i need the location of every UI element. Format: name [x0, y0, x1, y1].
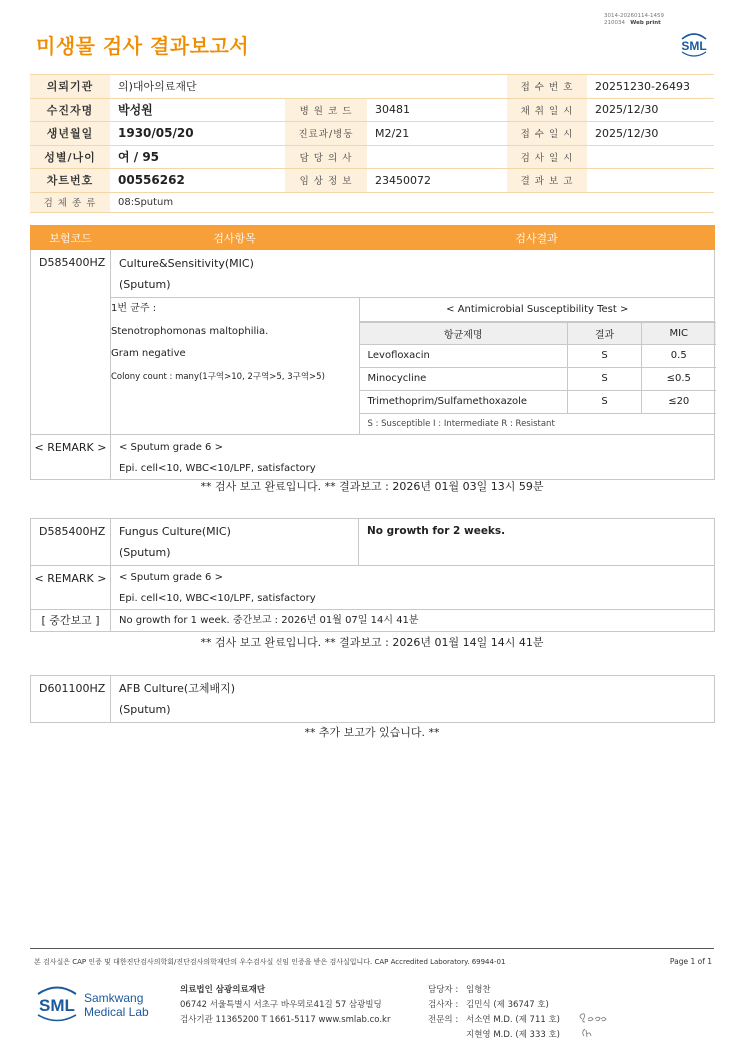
- hospital-code-value: 30481: [367, 98, 507, 122]
- requester-label: 의뢰기관: [30, 75, 110, 99]
- patient-info-table: [30, 74, 714, 213]
- culture-complete-note: ** 검사 보고 완료입니다. ** 결과보고 : 2026년 01월 03일 13시 59분: [200, 480, 544, 493]
- interim-label: [ 중간보고 ]: [31, 610, 111, 632]
- document-id: [604, 13, 664, 26]
- ast-header-mic: MIC: [642, 322, 716, 344]
- chart-label: 차트번호: [30, 169, 110, 193]
- organism-block: [111, 298, 715, 434]
- tester-label: 검사자 :: [428, 1000, 459, 1010]
- org-address: 06742 서울특별시 서초구 바우뫼로41길 57 삼광빌딩: [180, 1000, 382, 1010]
- web-print-label: Web print: [630, 19, 661, 26]
- collect-date-label: 채 취 일 시: [507, 98, 587, 122]
- clinical-label: 임 상 정 보: [285, 169, 367, 193]
- header-test-item: 검사항목: [111, 226, 359, 250]
- culture-result-table: [30, 225, 715, 480]
- doctor-label: 담 당 의 사: [285, 145, 367, 169]
- test-date-label: 검 사 일 시: [507, 145, 587, 169]
- afb-pending-note: ** 추가 보고가 있습니다. **: [304, 726, 440, 739]
- ast-result: S: [568, 344, 642, 367]
- header-insurance-code: 보험코드: [31, 226, 111, 250]
- page-title: 미생물 검사 결과보고서: [36, 34, 250, 58]
- fungus-result: No growth for 2 weeks.: [367, 525, 506, 537]
- ast-title: < Antimicrobial Susceptibility Test >: [359, 298, 715, 321]
- culture-specimen: (Sputum): [119, 278, 171, 291]
- ast-header-drug: 항균제명: [360, 322, 568, 344]
- birth-value: 1930/05/20: [110, 122, 285, 146]
- ast-result: S: [568, 390, 642, 413]
- ast-mic: 0.5: [642, 344, 716, 367]
- header-test-result: 검사결과: [359, 226, 715, 250]
- manager-name: 임형찬: [466, 985, 491, 995]
- receipt-date-label: 접 수 일 시: [507, 122, 587, 146]
- footer-logo-line1: Samkwang: [84, 991, 144, 1005]
- logo-text: SML: [681, 39, 707, 53]
- afb-specimen: (Sputum): [119, 703, 171, 716]
- report-label: 결 과 보 고: [507, 169, 587, 193]
- specimen-value: 08:Sputum: [110, 192, 714, 212]
- footer-logo-line2: Medical Lab: [84, 1005, 149, 1019]
- fungus-specimen: (Sputum): [119, 546, 171, 559]
- afb-result-table: [30, 675, 715, 723]
- org-contact: 검사기관 11365200 T 1661-5117 www.smlab.co.kr: [180, 1015, 391, 1025]
- doc-id-line2: 210034: [604, 19, 625, 26]
- receipt-date-value: 2025/12/30: [587, 122, 714, 146]
- colony-count: Colony count : many(1구역>10, 2구역>5, 3구역>5): [111, 371, 325, 382]
- ast-row: [360, 367, 716, 390]
- organization-info: [180, 983, 390, 1028]
- footer-certification-note: 본 검사실은 CAP 인증 및 대한진단검사의학회/진단검사의학재단의 우수검사실 신임 인증을 받은 검사실입니다. CAP Accredited Laboratory. 69944-01: [34, 958, 506, 966]
- org-name: 의료법인 삼광의료재단: [180, 985, 266, 995]
- test-date-value: [587, 145, 714, 169]
- ast-mic: ≤20: [642, 390, 716, 413]
- fungus-remark-label: < REMARK >: [31, 566, 111, 610]
- ast-drug: Trimethoprim/Sulfamethoxazole: [360, 390, 568, 413]
- name-label: 수진자명: [30, 98, 110, 122]
- sex-age-label: 성별/나이: [30, 145, 110, 169]
- fungus-result-table: [30, 518, 715, 632]
- doctor-value: [367, 145, 507, 169]
- ast-result: S: [568, 367, 642, 390]
- organism-number: 1번 균주 :: [111, 303, 157, 314]
- fungus-test-name: Fungus Culture(MIC): [119, 525, 231, 538]
- interim-report: No growth for 1 week. 중간보고 : 2026년 01월 07일 14시 41분: [111, 610, 715, 632]
- footer-divider: [30, 948, 714, 949]
- chart-value: 00556262: [110, 169, 285, 193]
- ast-drug: Levofloxacin: [360, 344, 568, 367]
- afb-code: D601100HZ: [31, 676, 111, 723]
- culture-code: D585400HZ: [31, 250, 111, 435]
- birth-label: 생년월일: [30, 122, 110, 146]
- gram-stain: Gram negative: [111, 348, 186, 359]
- ast-table: [360, 322, 716, 435]
- receipt-no-label: 접 수 번 호: [507, 75, 587, 99]
- culture-remark-1: < Sputum grade 6 >: [119, 442, 223, 453]
- fungus-complete-note: ** 검사 보고 완료입니다. ** 결과보고 : 2026년 01월 14일 14시 41분: [200, 636, 544, 649]
- ast-row: [360, 390, 716, 413]
- ast-header-result: 결과: [568, 322, 642, 344]
- specimen-label: 검 체 종 류: [30, 192, 110, 212]
- tester-name: 김민식 (제 36747 호): [466, 1000, 549, 1010]
- ast-drug: Minocycline: [360, 367, 568, 390]
- doc-id-line1: 3014-20260114-1459: [604, 13, 664, 19]
- collect-date-value: 2025/12/30: [587, 98, 714, 122]
- specialist-label: 전문의 :: [428, 1015, 459, 1025]
- staff-info: [428, 983, 560, 1043]
- organism-name: Stenotrophomonas maltophilia.: [111, 325, 269, 337]
- signature-icon: [576, 1010, 610, 1040]
- hospital-code-label: 병 원 코 드: [285, 98, 367, 122]
- manager-label: 담당자 :: [428, 985, 459, 995]
- samkwang-logo-icon: [36, 982, 156, 1026]
- culture-remark-2: Epi. cell<10, WBC<10/LPF, satisfactory: [119, 463, 316, 474]
- ast-legend: S : Susceptible I : Intermediate R : Resistant: [360, 413, 716, 434]
- receipt-no-value: 20251230-26493: [587, 75, 714, 99]
- culture-test-name: Culture&Sensitivity(MIC): [119, 257, 254, 270]
- clinical-value: 23450072: [367, 169, 507, 193]
- sml-logo-icon: [676, 27, 712, 63]
- sex-age-value: 여 / 95: [110, 145, 285, 169]
- culture-remark-label: < REMARK >: [31, 435, 111, 480]
- name-value: 박성원: [110, 98, 285, 122]
- afb-test-name: AFB Culture(고체배지): [119, 682, 236, 695]
- page-number: Page 1 of 1: [669, 957, 712, 966]
- specialist-1: 서소연 M.D. (제 711 호): [466, 1015, 561, 1025]
- report-value: [587, 169, 714, 193]
- ast-mic: ≤0.5: [642, 367, 716, 390]
- fungus-remark-2: Epi. cell<10, WBC<10/LPF, satisfactory: [119, 593, 316, 604]
- requester-value: 의)대아의료재단: [110, 75, 507, 99]
- dept-value: M2/21: [367, 122, 507, 146]
- specialist-2: 지현영 M.D. (제 333 호): [466, 1030, 561, 1040]
- fungus-code: D585400HZ: [31, 519, 111, 566]
- dept-label: 진료과/병동: [285, 122, 367, 146]
- footer-logo-sml: SML: [39, 996, 75, 1015]
- ast-row: [360, 344, 716, 367]
- fungus-remark-1: < Sputum grade 6 >: [119, 572, 223, 583]
